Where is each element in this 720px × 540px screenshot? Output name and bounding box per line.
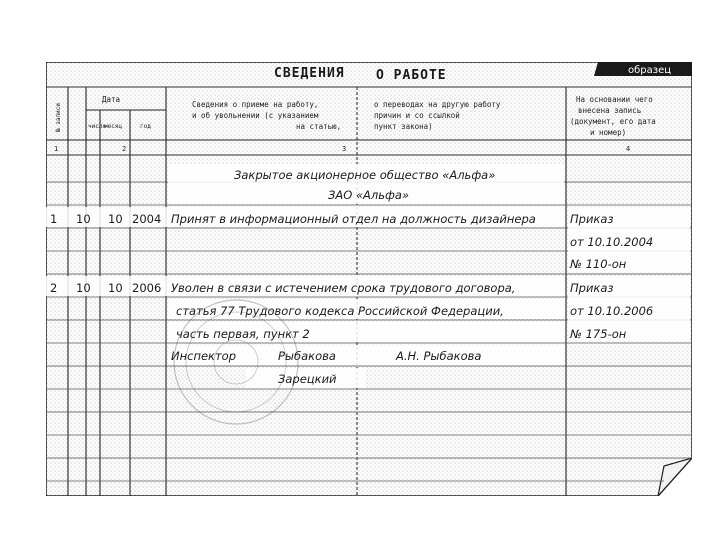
header-year: год: [140, 123, 151, 130]
company-short-name: ЗАО «Альфа»: [328, 188, 410, 202]
entry-day: 10: [76, 212, 91, 226]
signer-position: Инспектор: [171, 349, 237, 363]
entry-basis-number: № 175-он: [570, 327, 627, 341]
entry-no: 1: [50, 212, 58, 226]
entry-day: 10: [76, 281, 91, 295]
svg-text:На основании чего: На основании чего: [576, 95, 653, 104]
svg-text:(документ, его дата: (документ, его дата: [570, 117, 656, 126]
svg-text:образец: образец: [628, 65, 672, 76]
labor-book-page: [46, 62, 692, 496]
second-signature: Зарецкий: [278, 372, 337, 386]
title-left: СВЕДЕНИЯ: [274, 66, 345, 81]
svg-text:о переводах на другую работу: о переводах на другую работу: [374, 100, 501, 109]
handwritten-signature: Рыбакова: [278, 349, 336, 363]
entry-text-line2: статья 77 Трудового кодекса Российской Федерации,: [176, 304, 504, 318]
svg-text:и об увольнении (с указанием: и об увольнении (с указанием: [192, 111, 319, 120]
svg-text:внесена запись: внесена запись: [578, 106, 642, 115]
entry-text-line3: часть первая, пункт 2: [176, 327, 310, 341]
entry-basis-date: от 10.10.2006: [570, 304, 654, 318]
header-record-no: № записи: [55, 103, 62, 132]
entry-month: 10: [108, 281, 123, 295]
entry-no: 2: [50, 281, 58, 295]
svg-text:2: 2: [122, 145, 127, 153]
svg-text:1: 1: [54, 145, 59, 153]
svg-text:и номер): и номер): [590, 128, 627, 137]
labor-book-spread: [46, 62, 692, 496]
svg-text:4: 4: [626, 145, 631, 153]
svg-text:на статью,: на статью,: [296, 122, 342, 131]
title-right: О РАБОТЕ: [376, 68, 447, 83]
entry-basis-doc: Приказ: [570, 212, 614, 226]
header-day: число: [88, 123, 107, 130]
svg-text:Сведения о приеме на работу,: Сведения о приеме на работу,: [192, 100, 319, 109]
entry-month: 10: [108, 212, 123, 226]
svg-text:пункт закона): пункт закона): [374, 122, 433, 131]
header-date: Дата: [102, 95, 121, 104]
entry-year: 2004: [132, 212, 162, 226]
entry-text: Принят в информационный отдел на должность дизайнера: [171, 212, 536, 226]
svg-text:причин и со ссылкой: причин и со ссылкой: [374, 111, 460, 120]
entry-basis-date: от 10.10.2004: [570, 235, 654, 249]
entry-year: 2006: [132, 281, 162, 295]
entry-basis-doc: Приказ: [570, 281, 614, 295]
svg-text:3: 3: [342, 145, 347, 153]
header-month: месяц: [104, 123, 123, 130]
signer-printed-name: А.Н. Рыбакова: [396, 349, 482, 363]
entry-text-line1: Уволен в связи с истечением срока трудового договора,: [171, 281, 516, 295]
company-full-name: Закрытое акционерное общество «Альфа»: [234, 168, 496, 182]
entry-basis-number: № 110-он: [570, 257, 627, 271]
form-badge: [594, 62, 692, 76]
